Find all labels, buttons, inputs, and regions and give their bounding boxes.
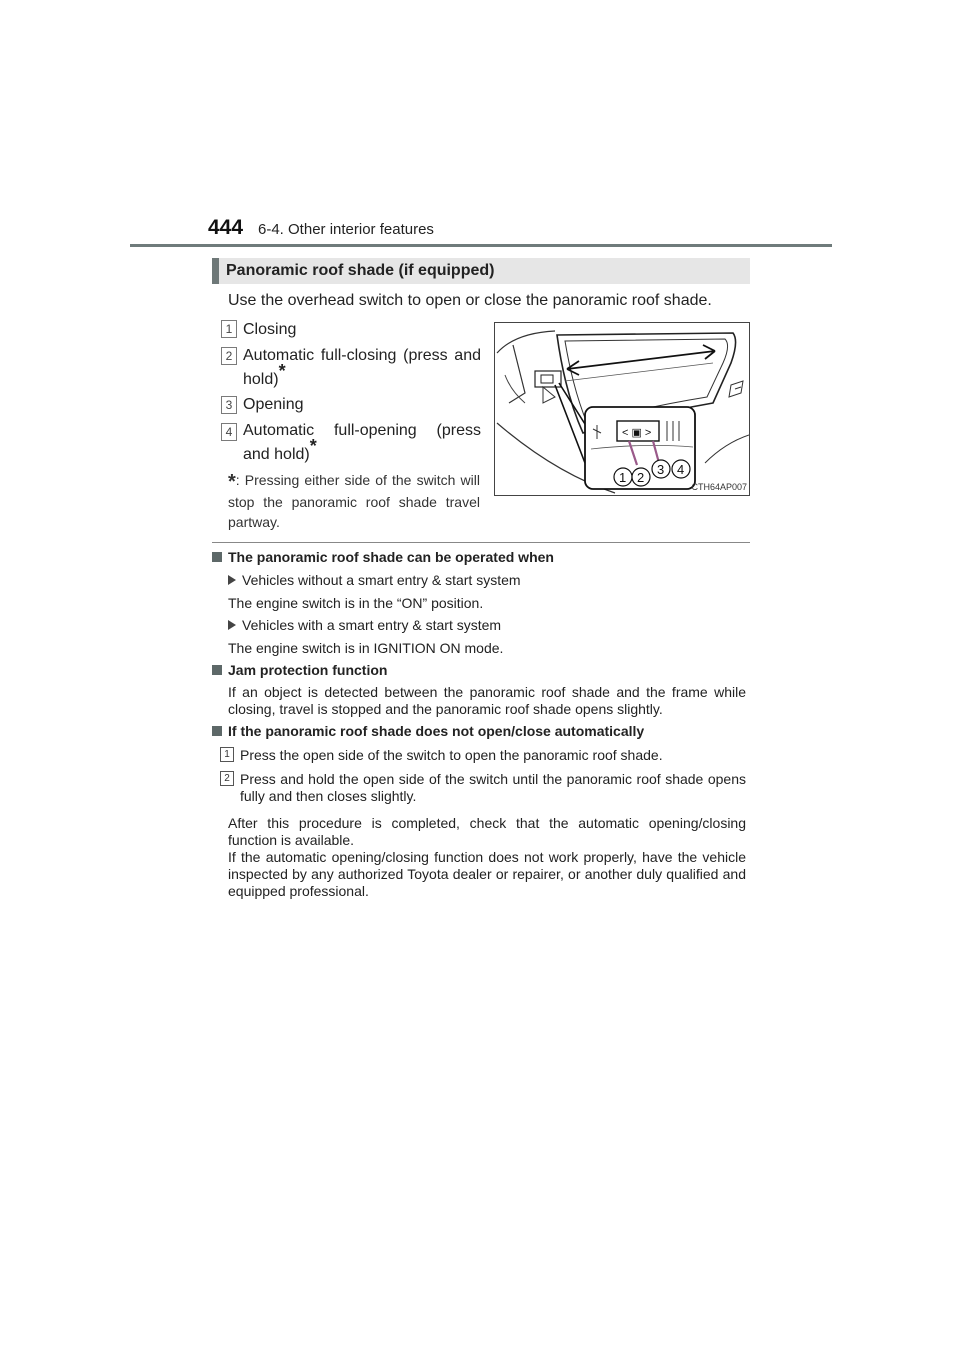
callout-2: 2 bbox=[637, 470, 645, 485]
triangle-bullet-icon bbox=[228, 620, 236, 630]
bullet-with-smart-entry: Vehicles with a smart entry & start system bbox=[228, 617, 501, 633]
item-auto-closing: Automatic full-closing (press and hold)* bbox=[243, 347, 481, 388]
section-title: Panoramic roof shade (if equipped) bbox=[226, 262, 495, 279]
item-number-1: 1 bbox=[221, 320, 237, 338]
step-1-text: Press the open side of the switch to open the panoramic roof shade. bbox=[240, 747, 663, 763]
square-bullet-icon bbox=[212, 665, 222, 675]
figure-code: CTH64AP007 bbox=[691, 482, 747, 492]
square-bullet-icon bbox=[212, 726, 222, 736]
item-number-3: 3 bbox=[221, 396, 237, 414]
triangle-bullet-icon bbox=[228, 575, 236, 585]
item-closing: Closing bbox=[243, 321, 297, 338]
note-not-auto-heading: If the panoramic roof shade does not open/close automatically bbox=[212, 723, 644, 739]
callout-1: 1 bbox=[619, 470, 627, 485]
step-number-1: 1 bbox=[220, 747, 234, 762]
item-number-4: 4 bbox=[221, 423, 237, 441]
page-number: 444 bbox=[208, 216, 244, 239]
note-jam-heading: Jam protection function bbox=[212, 662, 387, 678]
section-divider bbox=[212, 542, 750, 543]
dealer-advice-text: If the automatic opening/closing function does not work properly, have the vehicle inspected by any authorized Toyota dealer or repairer, or another duly qualified and equipped professional. bbox=[228, 849, 746, 899]
item-opening: Opening bbox=[243, 396, 304, 413]
chapter-title: 6-4. Other interior features bbox=[258, 221, 434, 238]
callout-3: 3 bbox=[657, 462, 665, 477]
note-operated-when-heading: The panoramic roof shade can be operated when bbox=[212, 549, 554, 565]
svg-text:< ▣ >: < ▣ > bbox=[622, 427, 652, 439]
footnote: *: Pressing either side of the switch will stop the panoramic roof shade travel partway. bbox=[228, 471, 480, 530]
roof-shade-switch-illustration bbox=[494, 322, 750, 496]
item-number-2: 2 bbox=[221, 347, 237, 365]
step-2-text: Press and hold the open side of the switch until the panoramic roof shade opens fully and then closes slightly. bbox=[240, 771, 746, 804]
step-number-2: 2 bbox=[220, 771, 234, 786]
text-ignition-on: The engine switch is in IGNITION ON mode. bbox=[228, 640, 504, 656]
square-bullet-icon bbox=[212, 552, 222, 562]
illustration-svg bbox=[495, 323, 749, 495]
intro-text: Use the overhead switch to open or close the panoramic roof shade. bbox=[228, 292, 712, 309]
item-auto-opening: Automatic full-opening (press and hold)* bbox=[243, 422, 481, 463]
header-divider bbox=[130, 244, 832, 247]
after-procedure-text: After this procedure is completed, check that the automatic opening/closing function is available. bbox=[228, 815, 746, 848]
bullet-without-smart-entry: Vehicles without a smart entry & start system bbox=[228, 572, 521, 588]
text-engine-on: The engine switch is in the “ON” position. bbox=[228, 595, 484, 611]
jam-text: If an object is detected between the panoramic roof shade and the frame while closing, travel is stopped and the panoramic roof shade opens slightly. bbox=[228, 684, 746, 717]
callout-4: 4 bbox=[677, 462, 685, 477]
